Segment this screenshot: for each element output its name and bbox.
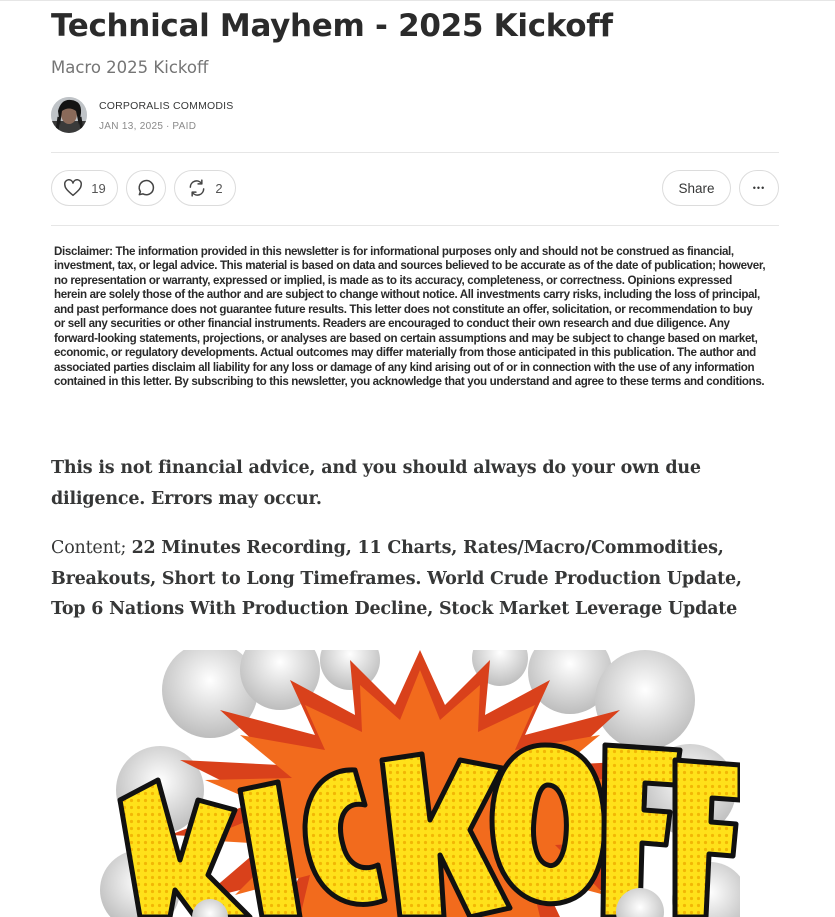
comment-icon (136, 178, 156, 198)
author-avatar[interactable] (51, 97, 87, 133)
divider-top (51, 152, 779, 153)
restack-button[interactable] (174, 170, 236, 206)
post-title: Technical Mayhem - 2025 Kickoff (51, 8, 613, 44)
content-list: 22 Minutes Recording, 11 Charts, Rates/Macro/Commodities, Breakouts, Short to Long Timeframes. World Crude Production Update, Top 6 Nations With Production Decline, Stock Market Leverage Update (51, 538, 742, 619)
author-name[interactable]: CORPORALIS COMMODIS (99, 100, 234, 112)
restack-icon (187, 178, 207, 198)
kickoff-image[interactable] (100, 650, 740, 917)
advice-paragraph: This is not financial advice, and you should always do your own due diligence. Errors may occur. (51, 458, 701, 509)
like-count: 19 (91, 180, 106, 196)
comment-button[interactable] (126, 170, 166, 206)
top-border (0, 0, 835, 4)
disclaimer-text: Disclaimer: The information provided in this newsletter is for informational purposes only and should not be construed as financial, investment, tax, or legal advice. This material is based on data and sources believed to be accurate as of the date of publication; however, no representation or warranty, expressed or implied, is made as to its accuracy, completeness, or correctness. Opinions expressed herein are solely those of the author and are subject to change without notice. All investments carry risks, including the loss of principal, and past performance does not guarantee future results. This letter does not constitute an offer, solicitation, or recommendation to buy or sell any securities or other financial instruments. Readers are encouraged to conduct their own research and due diligence. Any forward-looking statements, projections, or analyses are based on certain assumptions and may be subject to change based on market, economic, or regulatory developments. Actual outcomes may differ materially from those anticipated in this publication. The author and associated parties disclaim all liability for any loss or damage of any kind arising out of or in connection with the use of any information contained in this letter. By subscribing to this newsletter, you acknowledge that you understand and agree to these terms and conditions. (54, 245, 766, 389)
like-button[interactable] (51, 170, 118, 206)
more-icon: ••• (752, 183, 766, 193)
share-label: Share (678, 180, 715, 196)
divider-bottom (51, 225, 779, 226)
share-button[interactable] (662, 170, 731, 206)
content-paragraph (51, 533, 781, 625)
restack-count: 2 (215, 180, 223, 196)
heart-icon (63, 179, 83, 197)
content-label: Content; (51, 538, 132, 558)
post-meta: JAN 13, 2025 ∙ PAID (99, 121, 197, 132)
kickoff-illustration (100, 650, 740, 917)
avatar-portrait (51, 97, 87, 133)
more-button[interactable] (739, 170, 779, 206)
post-subtitle: Macro 2025 Kickoff (51, 58, 209, 77)
